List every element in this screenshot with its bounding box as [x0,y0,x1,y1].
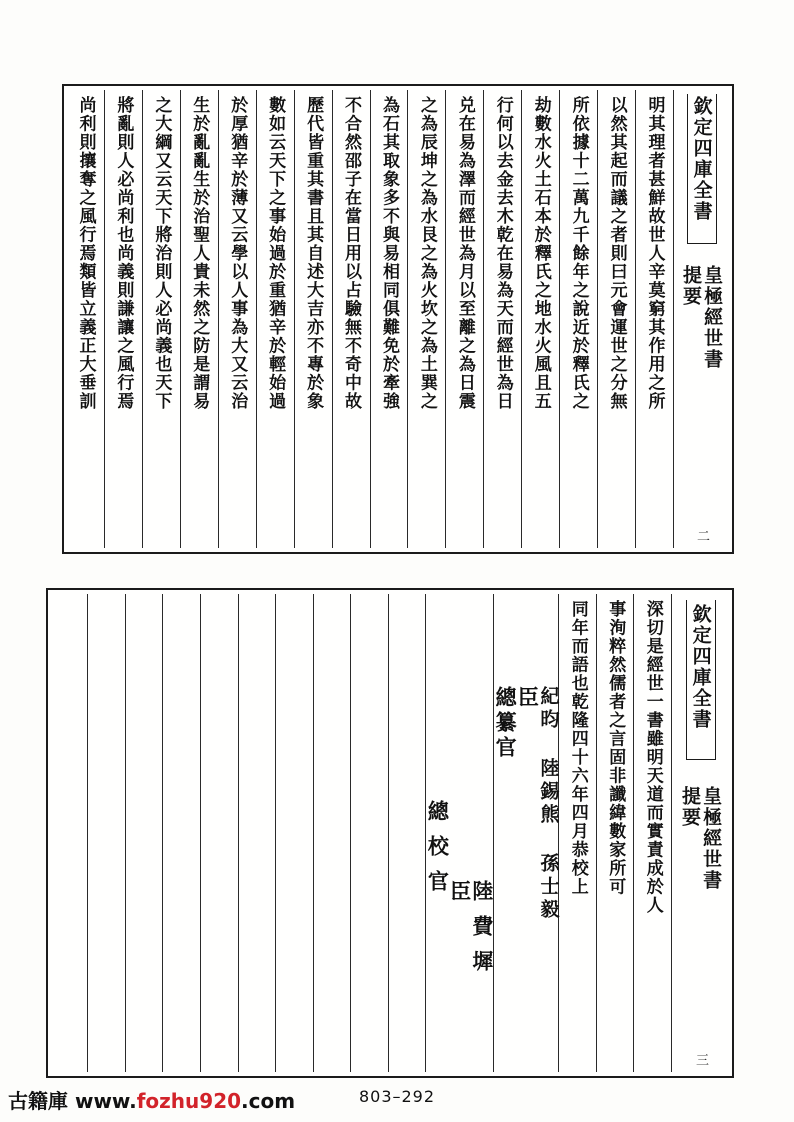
folio-code: 803–292 [358,1087,436,1106]
text-column [67,90,104,548]
blank-column [162,594,200,1072]
text-column [633,594,671,1072]
column-text: 將亂則人必尚利也尚義則謙讓之風行焉 [113,96,134,411]
signature-names-1: 紀昀 陸錫熊 孫士毅 [537,686,560,922]
signature-note-2: 臣 [447,880,473,905]
text-column [559,90,597,548]
signature-note-1: 臣 [515,686,541,711]
text-column [635,90,673,548]
text-column [180,90,218,548]
column-text: 之為辰坤之為水艮之為火坎之為土巽之 [416,96,437,411]
column-text: 歷代皆重其書且其自述大吉亦不專於象 [303,96,324,411]
column-text: 之大綱又云天下將治則人必尚義也天下 [151,96,172,411]
blank-column [87,594,125,1072]
blank-column [388,594,426,1072]
column-text: 明其理者甚鮮故世人辛莫窮其作用之所 [644,96,665,411]
text-column [521,90,559,548]
signature-names-2: 陸費墀 [469,880,495,985]
column-text: 劫數水火土石本於釋氏之地水火風且五 [530,96,551,411]
site-prefix: 古籍庫 [8,1089,68,1113]
column-text: 所依據十二萬九千餘年之說近於釋氏之 [568,96,589,411]
text-block-bottom [46,588,734,1078]
column-text: 同年而語也乾隆四十六年四月恭校上 [567,600,588,896]
column-text: 事洵粹然儒者之言固非讖緯數家所可 [605,600,626,896]
blank-column [275,594,313,1072]
text-column [104,90,142,548]
blank-column [238,594,276,1072]
text-column [332,90,370,548]
series-title-column [673,90,729,548]
text-column [370,90,408,548]
site-watermark [8,1085,295,1114]
text-column [407,90,445,548]
column-text: 深切是經世一書雖明天道而實責成於人 [642,600,663,915]
text-column [445,90,483,548]
work-subtitle-text: 提要 [680,265,702,307]
page-footer [0,1078,794,1122]
signature-role-2: 總校官 [425,800,451,905]
site-name: fozhu920 [136,1089,242,1113]
column-text: 尚利則攘奪之風行焉類皆立義正大垂訓 [75,96,96,411]
column-text: 數如云天下之事始過於重猶辛於輕始過 [265,96,286,411]
column-text: 為石其取象多不與易相同俱難免於牽強 [378,96,399,411]
series-title-text: 欽定四庫全書 [690,96,713,222]
text-column [294,90,332,548]
series-title [691,96,711,236]
text-column [483,90,521,548]
blank-column [350,594,388,1072]
blank-column [313,594,351,1072]
work-title-group-2 [680,786,721,891]
column-text: 兑在易為澤而經世為月以至離之為日震 [454,96,475,411]
text-column [142,90,180,548]
signature-column-2 [425,594,493,1072]
series-title-2 [690,604,710,754]
text-column [596,594,634,1072]
work-title-text: 皇極經世書 [701,265,724,370]
blank-column [125,594,163,1072]
column-text: 以然其起而議之者則曰元會運世之分無 [606,96,627,411]
folio-number-top: 二 [694,529,709,542]
text-block-top [62,84,734,554]
blank-column [51,594,88,1072]
text-column [558,594,596,1072]
work-title-text-2: 皇極經世書 [700,786,723,891]
series-title-text-2: 欽定四庫全書 [689,604,712,730]
column-text: 於厚猶辛於薄又云學以人事為大又云治 [227,96,248,411]
column-text: 行何以去金去木乾在易為天而經世為日 [492,96,513,411]
text-column [597,90,635,548]
folio-number-bottom: 三 [693,1053,708,1066]
column-text: 生於亂亂生於治聖人貴未然之防是謂易 [189,96,210,411]
column-text: 不合然邵子在當日用以占驗無不奇中故 [341,96,362,411]
signature-role-1: 總纂官 [493,686,519,761]
site-suffix: .com [241,1089,296,1113]
work-title-group [681,265,722,370]
site-www: www. [74,1089,137,1113]
work-subtitle-text-2: 提要 [679,786,701,828]
text-column [256,90,294,548]
blank-column [200,594,238,1072]
series-title-column-2 [671,594,729,1072]
text-column [218,90,256,548]
signature-column-1 [493,594,559,1072]
